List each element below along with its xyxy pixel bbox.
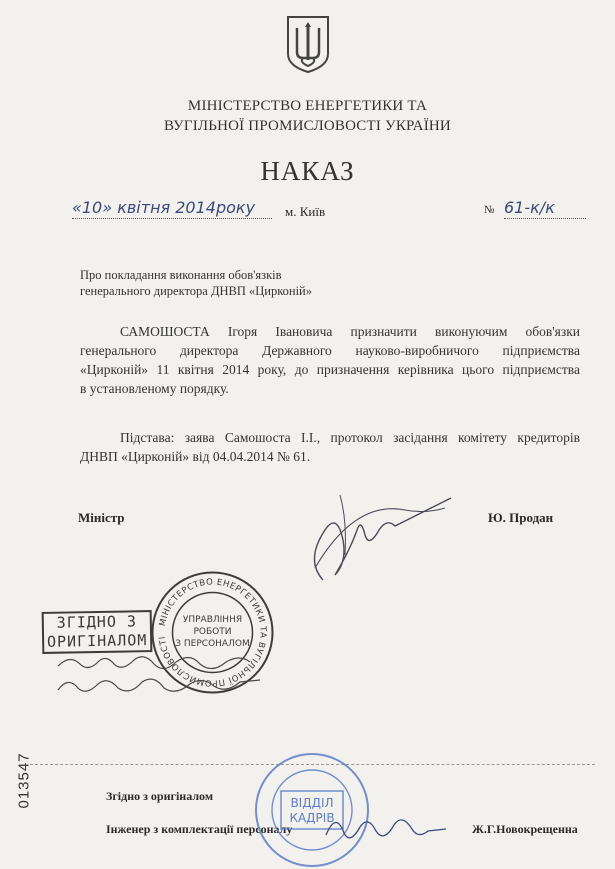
ministry-name-line1: МІНІСТЕРСТВО ЕНЕРГЕТИКИ ТА	[187, 98, 428, 114]
ministry-name-line2: ВУГІЛЬНОЇ ПРОМИСЛОВОСТІ УКРАЇНИ	[164, 118, 451, 134]
order-date	[72, 198, 272, 219]
copy-certification-label: Згідно з оригіналом	[106, 789, 213, 803]
document-title: НАКАЗ	[260, 156, 355, 186]
city: м. Київ	[285, 204, 326, 219]
paragraph-line: «Цирконій» 11 квітня 2014 року, до призначення керівника цього підприємства	[80, 362, 580, 377]
round-stamp-center-line: З ПЕРСОНАЛОМ	[175, 639, 250, 649]
round-stamp-ring-text: МІНІСТЕРСТВО ЕНЕРГЕТИКИ ТА ВУГІЛЬНОЇ ПРОМИСЛОВОСТІ	[157, 577, 268, 688]
trident-emblem-icon	[285, 14, 331, 74]
paragraph-line: в установленому порядку.	[80, 381, 229, 396]
engineer-signature	[320, 805, 450, 850]
certified-copy-stamp	[42, 610, 153, 654]
order-number: 61-к/к	[504, 198, 586, 219]
handwritten-certification	[50, 650, 280, 700]
signatory-name: Ю. Продан	[488, 510, 554, 525]
date-month-year: квітня 2014року	[117, 198, 256, 217]
basis-paragraph	[80, 428, 580, 466]
date-day: «10»	[72, 198, 113, 217]
subject-line1: Про покладання виконання обов'язків	[80, 268, 282, 282]
subject-line2: генерального директора ДНВП «Цирконій»	[80, 284, 313, 298]
round-stamp-center-line: УПРАВЛІННЯ	[182, 615, 243, 625]
stamp-line: ОРИГІНАЛОМ	[46, 631, 148, 651]
engineer-position: Інженер з комплектації персоналу	[106, 822, 293, 836]
blue-stamp-line: КАДРІВ	[289, 811, 335, 825]
archive-number: 013547	[15, 752, 33, 809]
signatory-position: Міністр	[78, 510, 125, 525]
paragraph-line: САМОШОСТА Ігоря Івановича призначити виконуючим обов'язки	[120, 324, 580, 339]
round-stamp-center-line: РОБОТИ	[193, 627, 232, 637]
order-paragraph	[80, 322, 580, 398]
order-number-label: №	[484, 204, 495, 216]
paragraph-line: Підстава: заява Самошоста І.І., протокол засідання комітету кредиторів	[120, 430, 580, 445]
minister-signature	[295, 480, 455, 590]
stamp-line: ЗГІДНО З	[56, 612, 138, 632]
paragraph-line: генерального директора Державного науково-виробничого підприємства	[80, 343, 580, 358]
engineer-name: Ж.Г.Новокрещенна	[472, 822, 578, 836]
blue-stamp-line: ВІДДІЛ	[290, 796, 334, 810]
paragraph-line: ДНВП «Цирконій» від 04.04.2014 № 61.	[80, 449, 311, 464]
